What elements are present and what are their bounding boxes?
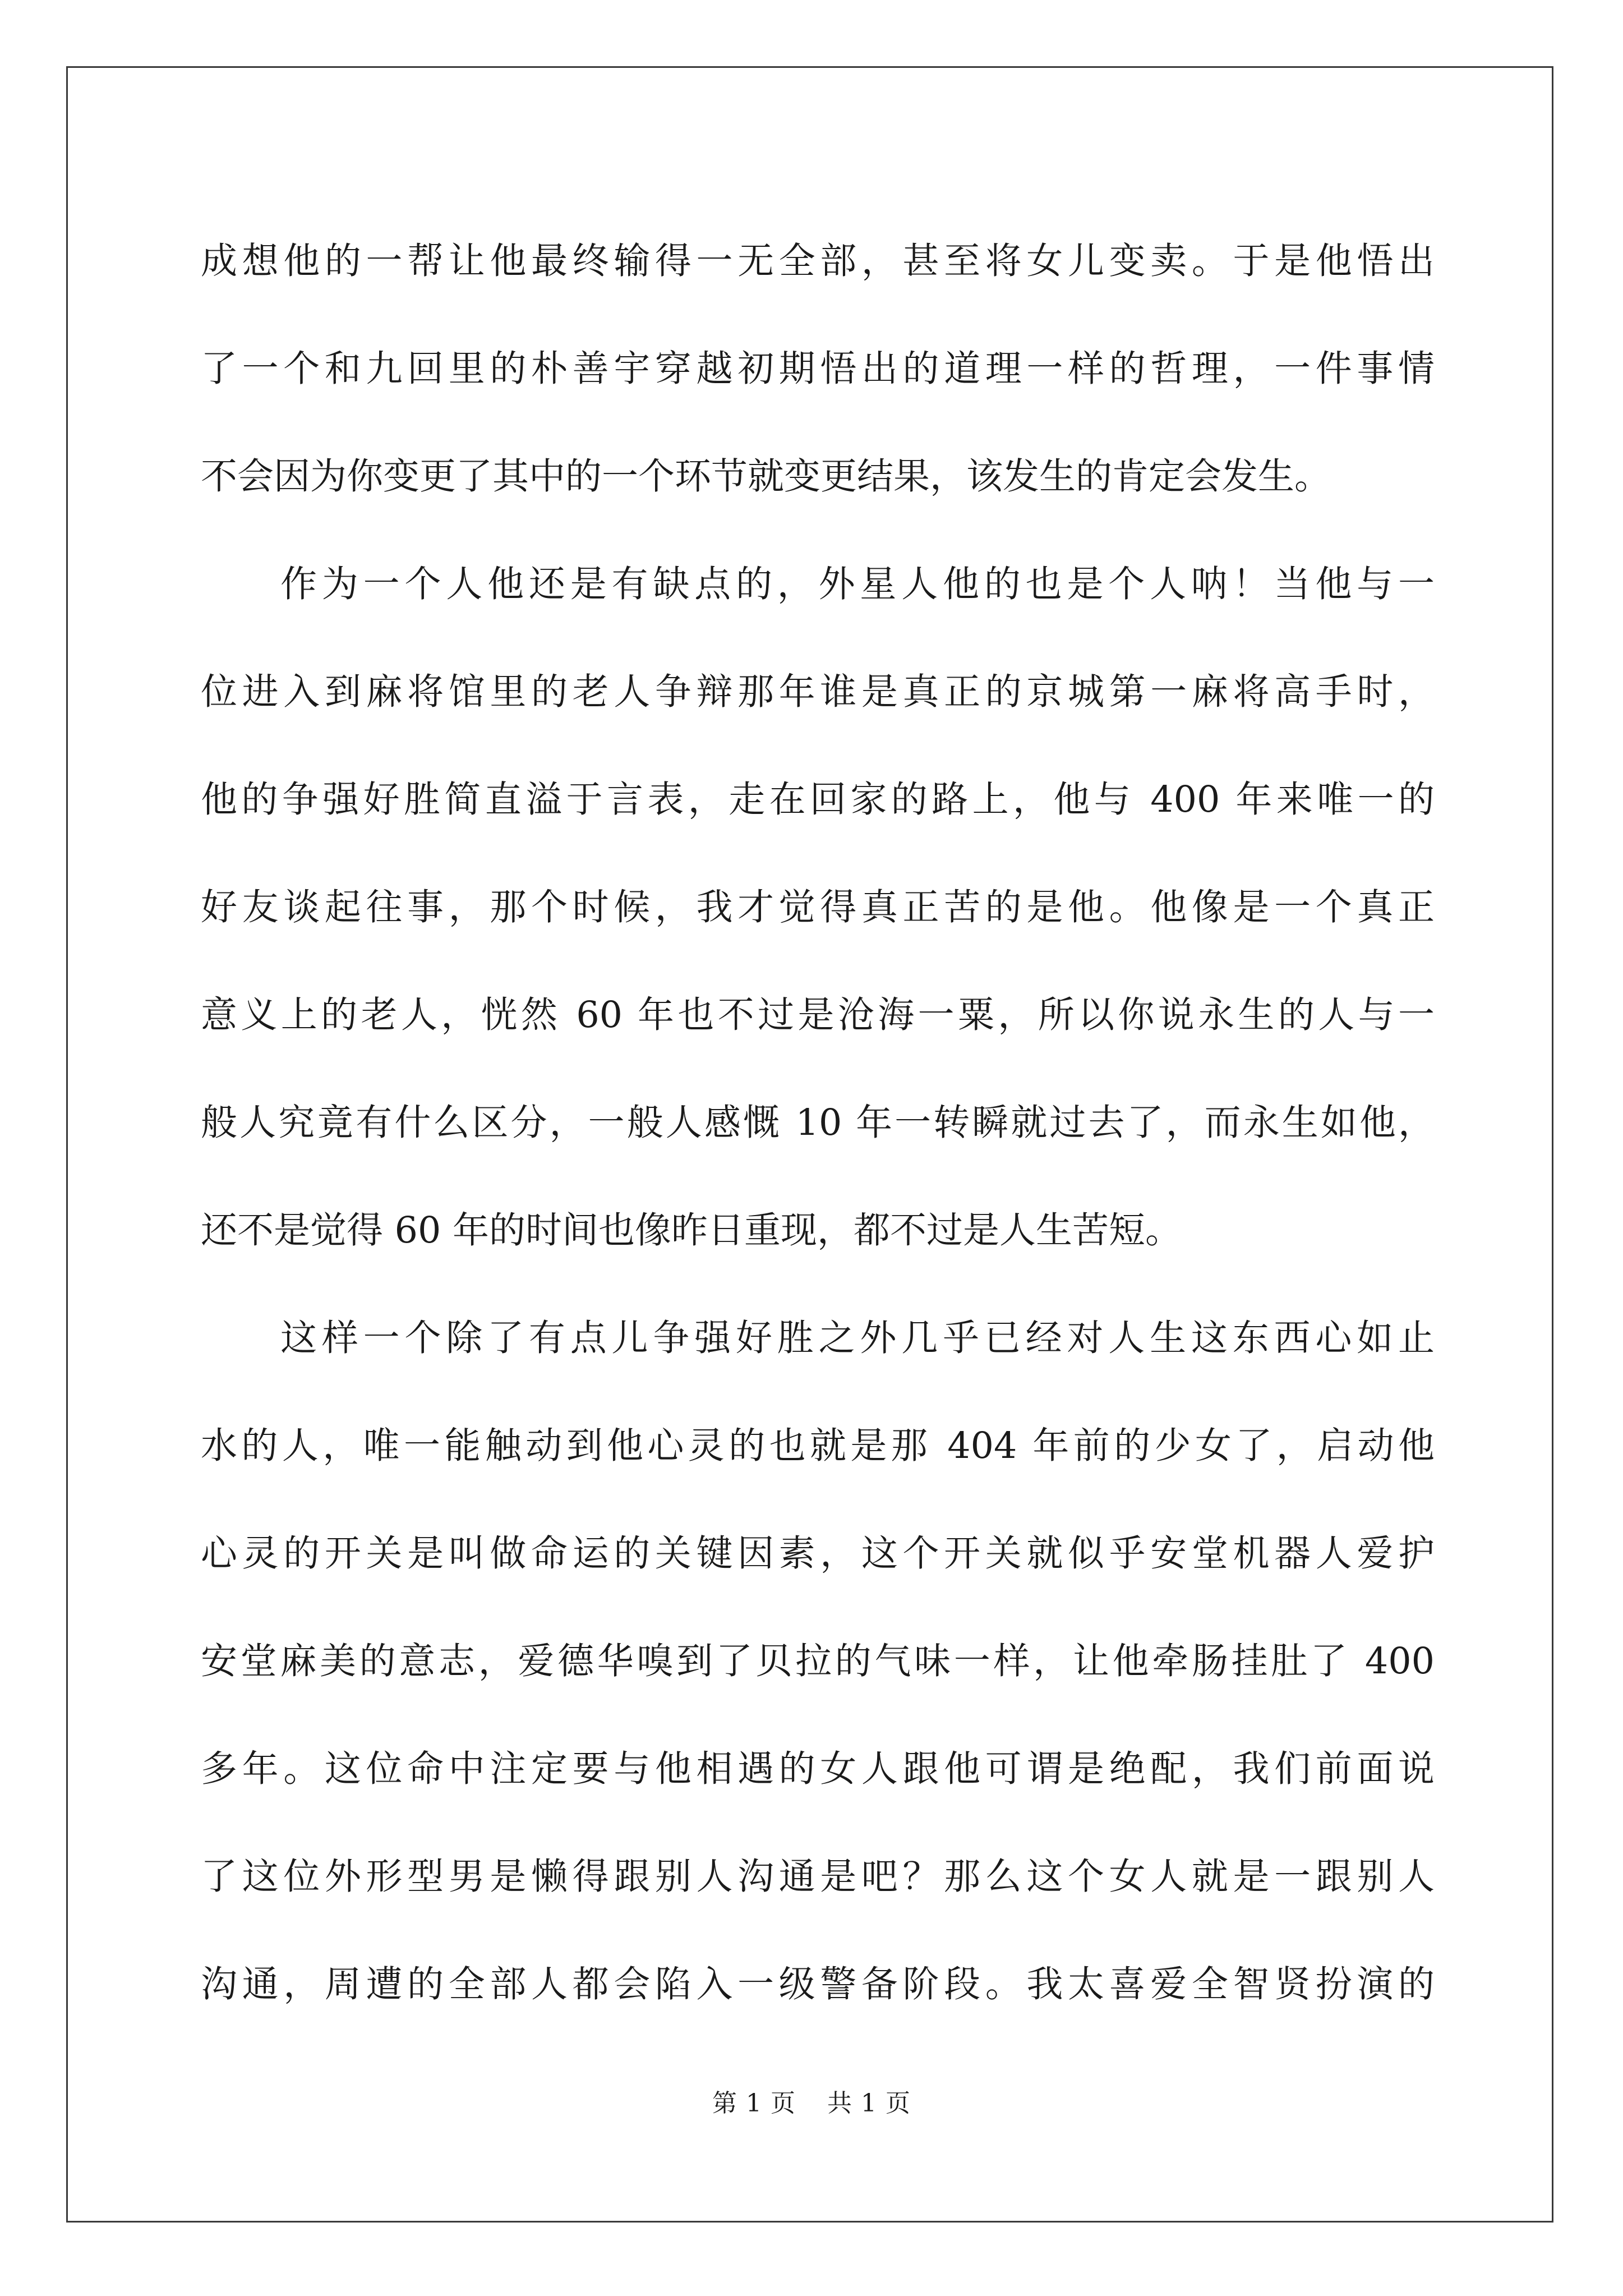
text-line: 他的争强好胜简直溢于言表，走在回家的路上，他与 400 年来唯一的 (201, 779, 1435, 821)
text-line: 好友谈起往事，那个时候，我才觉得真正苦的是他。他像是一个真正 (201, 886, 1435, 928)
page-footer (0, 2083, 1623, 2119)
paragraph-first-line: 这样一个除了有点儿争强好胜之外几乎已经对人生这东西心如止 (280, 1317, 1435, 1359)
text-line: 意义上的老人，恍然 60 年也不过是沧海一粟，所以你说永生的人与一 (201, 994, 1435, 1036)
text-line: 还不是觉得 60 年的时间也像昨日重现，都不过是人生苦短。 (201, 1209, 1182, 1251)
text-line: 安堂麻美的意志，爱德华嗅到了贝拉的气味一样，让他牵肠挂肚了 400 (201, 1640, 1435, 1682)
text-line: 位进入到麻将馆里的老人争辩那年谁是真正的京城第一麻将高手时， (201, 671, 1435, 713)
page-number: 第 1 页 (712, 2089, 796, 2118)
text-line: 水的人，唯一能触动到他心灵的也就是那 404 年前的少女了，启动他 (201, 1425, 1435, 1467)
page-total: 共 1 页 (827, 2089, 911, 2118)
document-body (201, 208, 1435, 2039)
text-line: 沟通，周遭的全部人都会陷入一级警备阶段。我太喜爱全智贤扮演的 (201, 1963, 1435, 2005)
text-line: 了一个和九回里的朴善宇穿越初期悟出的道理一样的哲理，一件事情 (201, 348, 1435, 390)
text-line: 心灵的开关是叫做命运的关键因素，这个开关就似乎安堂机器人爱护 (201, 1533, 1435, 1575)
text-line: 成想他的一帮让他最终输得一无全部，甚至将女儿变卖。于是他悟出 (201, 240, 1435, 282)
text-line: 般人究竟有什么区分，一般人感慨 10 年一转瞬就过去了，而永生如他， (201, 1102, 1435, 1144)
text-line: 多年。这位命中注定要与他相遇的女人跟他可谓是绝配，我们前面说 (201, 1748, 1435, 1790)
text-line: 了这位外形型男是懒得跟别人沟通是吧？那么这个女人就是一跟别人 (201, 1856, 1435, 1898)
paragraph-first-line: 作为一个人他还是有缺点的，外星人他的也是个人呐！当他与一 (280, 563, 1435, 605)
text-line: 不会因为你变更了其中的一个环节就变更结果，该发生的肯定会发生。 (201, 455, 1331, 498)
